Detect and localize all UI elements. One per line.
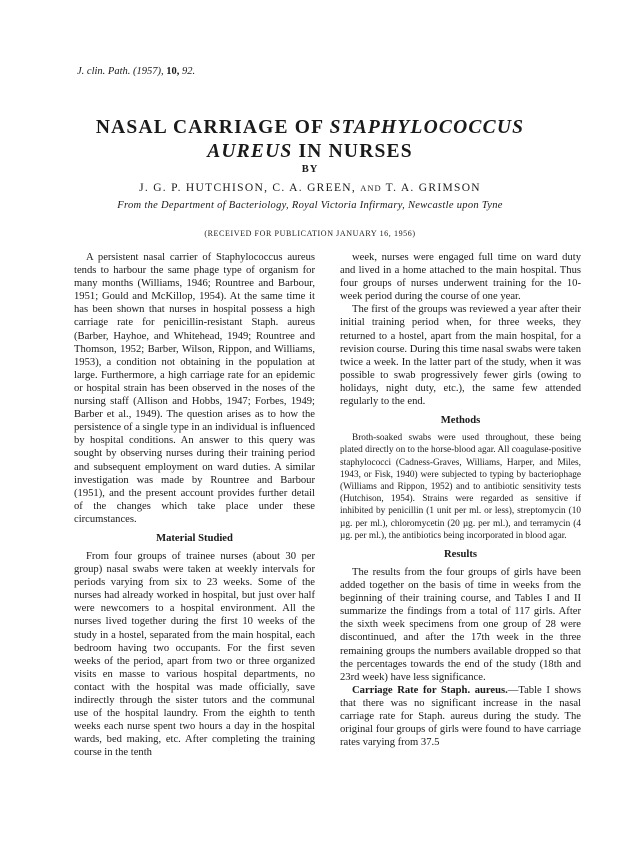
received-date: (RECEIVED FOR PUBLICATION JANUARY 16, 1956) [204,229,416,238]
authors-part-1: J. G. P. HUTCHISON, C. A. GREEN, [139,182,361,194]
results-paragraph: The results from the four groups of girls have been added together on the basis of time in weeks from the beginning of their training course, and Tables I and II summarize the findings from a total of 117 girls. After the sixth week specimens from one group of 28 were discontinued, and after the 17th week in the three remaining groups the numbers available dropped so that the percentages towards the end of the study (18th and 23rd week) have less significance. [340,566,581,683]
carriage-runin-heading: Carriage Rate for Staph. aureus. [352,684,508,696]
right-paragraph-2: The first of the groups was reviewed a year after their initial training period when, for three weeks, they returned to a hostel, apart from the main hospital, for a revision course. During this time nasal swabs were taken twice a week. In the latter part of the study, when it was possible to swab progressively fewer girls (owing to holidays, night duty, etc.), the same few attended regularly to the end. [340,304,581,408]
title-text-2a: AUREUS [207,141,293,162]
left-column [74,251,315,759]
affiliation: From the Department of Bacteriology, Royal Victoria Infirmary, Newcastle upon Tyne [117,200,503,211]
journal-year: (1957), [133,66,164,77]
carriage-text: —Table I shows that there was no significant increase in the nasal carriage rate for Staph. aureus during the study. The original four groups of girls were found to have carriage rates varying from 37.5 [340,684,581,749]
right-column [340,251,581,749]
material-heading: Material Studied [156,532,233,544]
right-paragraph-1: week, nurses were engaged full time on ward duty and lived in a home attached to the main hospital. Thus four groups of nurses underwent training for the 10-week period during the course of one year. [340,252,581,303]
methods-paragraph: Broth-soaked swabs were used throughout, these being plated directly on to the horse-blood agar. All coagulase-positive staphylococci (Cadness-Graves, Williams, Harper, and Miles, 1943, or Fisk, 1940) were subjected to typing by bacteriophage (Williams and Rippon, 1952) and to antibiotic sensitivity tests (Hutchison, 1954). Strains were regarded as sensitive if inhibited by penicillin (1 unit per ml. or less), streptomycin (10 µg. per ml.), chloromycetin (20 µg. per ml.), and terramycin (4 µg. per ml.), the antibiotics being incorporated in blood agar. [340,433,581,541]
authors-line [0,182,620,194]
methods-heading: Methods [440,415,481,427]
results-heading: Results [444,548,477,560]
journal-page-number: 92. [182,66,196,77]
title-text-1b: STAPHYLOCOCCUS [329,117,525,138]
journal-citation [77,66,195,77]
journal-volume: 10, [166,66,180,77]
title-line-2 [60,140,560,164]
title-text-2b: IN NURSES [292,141,413,162]
title-line-1 [60,116,560,140]
authors-part-2: T. A. GRIMSON [381,182,481,194]
title-text-1a: NASAL CARRIAGE OF [95,117,330,138]
journal-name: J. clin. Path. [77,66,131,77]
byline-label: BY [301,164,319,175]
article-title [60,116,560,164]
carriage-paragraph [340,684,581,749]
intro-paragraph: A persistent nasal carrier of Staphylococcus aureus tends to harbour the same phage type of organism for many months (Williams, 1946; Rountree and Barbour, 1951; Gould and McKillop, 1954). At the same time it has been shown that nurses in hospital possess a high carriage rate for penicillin-resistant Staph. aureus (Barber, Hayhoe, and Whitehead, 1949; Rountree and Thomson, 1952; Barber, Wilson, Rippon, and Williams, 1953), a condition not obtaining in the population at large. Furthermore, a high carriage rate for an epidemic or hospital strain has been observed in the noses of the nursing staff (Allison and Hobbs, 1947; Forbes, 1949; Barber et al., 1949). The question arises as to how the persistence of a single type in an individual is influenced by hospital conditions. An answer to this query was sought by observing nurses during their training period and subsequent employment on ward duties. A similar investigation was made by Rountree and Barbour (1951), and the present account provides further detail of the changes which take place under these circumstances. [74,252,315,525]
authors-and: AND [360,183,382,193]
material-paragraph: From four groups of trainee nurses (about 30 per group) nasal swabs were taken at weekly intervals for periods varying from six to 23 weeks. Some of the nurses had already worked in hospital, but just over half were newcomers to a hospital environment. All the nurses lived together during the first 10 weeks of the study in a hostel, separated from the main hospital, each bedroom having two occupants. For the first seven weeks of the period, apart from two or three organized visits en masse to various hospital departments, no contact with the hospital was made officially, save indirectly through the sister tutors and the communal use of the hospital laundry. From the eighth to tenth weeks each nurse spent two hours a day in the hospital wards, bed making, etc. After completing the training course in the tenth [74,550,315,759]
